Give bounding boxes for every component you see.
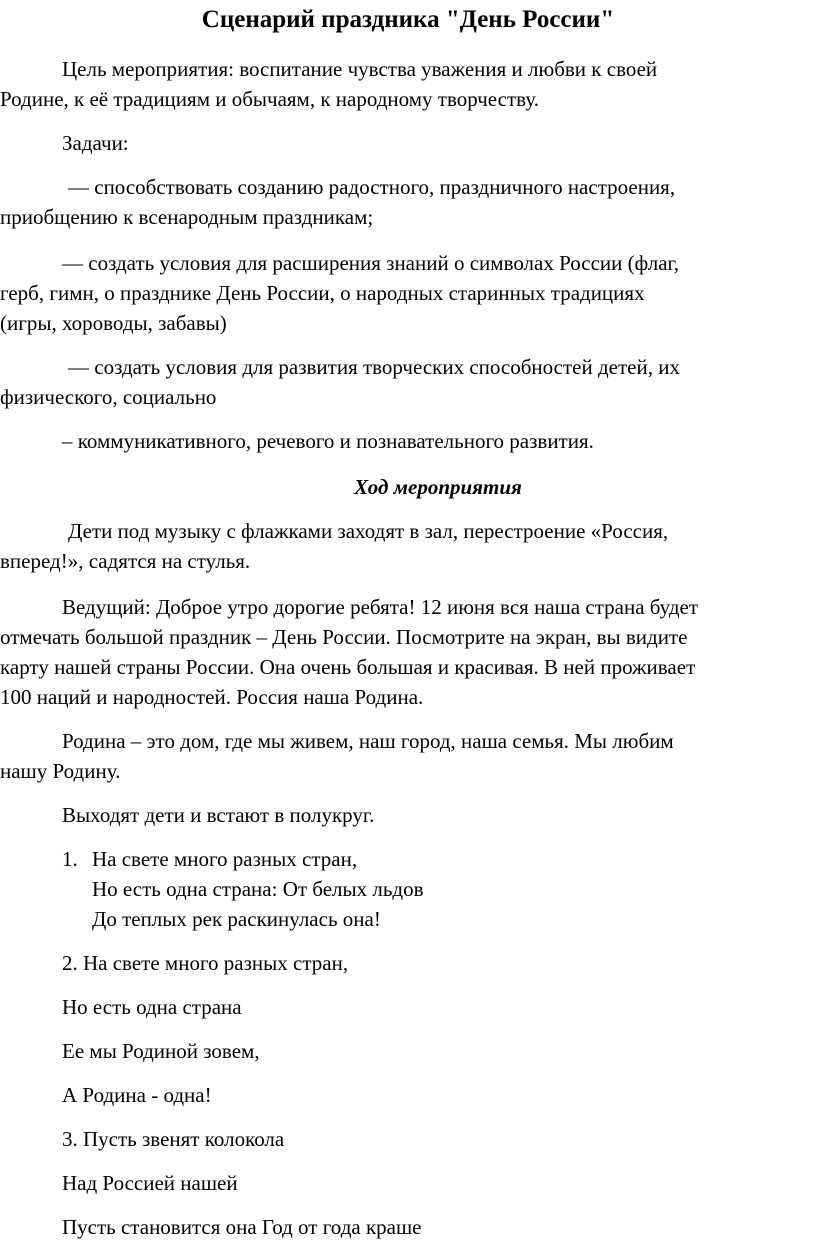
text-line: нашу Родину. (0, 759, 121, 783)
text-line: Родина – это дом, где мы живем, наш город, наша семья. Мы любим (62, 729, 674, 753)
list-body (92, 844, 424, 934)
host-paragraph (0, 592, 812, 712)
verse-line: А Родина - одна! (62, 1083, 212, 1107)
document-title: Сценарий праздника "День России" (201, 6, 615, 33)
verse-line: До теплых рек раскинулась она! (92, 907, 381, 931)
homeland-paragraph (0, 726, 812, 786)
text-line: Цель мероприятия: воспитание чувства уважения и любви к своей (62, 57, 658, 81)
task-3-continued (0, 426, 812, 456)
verse-line-block (0, 1168, 812, 1198)
verse-line: Но есть одна страна: От белых льдов (92, 877, 424, 901)
text-line: Выходят дети и встают в полукруг. (62, 803, 375, 827)
text-line: — создать условия для развития творческих способностей детей, их (68, 355, 680, 379)
verse-line-block (0, 1080, 812, 1110)
text-line: герб, гимн, о празднике День России, о народных старинных традициях (0, 281, 645, 305)
text-line: — способствовать созданию радостного, праздничного настроения, (68, 175, 676, 199)
text-line: отмечать большой праздник – День России. Посмотрите на экран, вы видите (0, 625, 688, 649)
verse-line: Ее мы Родиной зовем, (62, 1039, 260, 1063)
verse-line: Но есть одна страна (62, 995, 242, 1019)
list-number: 1. (62, 847, 78, 871)
task-3 (0, 352, 812, 412)
verse-line-block (0, 1124, 812, 1154)
verse-line-block (0, 1036, 812, 1066)
text-line: вперед!», садятся на стулья. (0, 549, 251, 573)
verse-line-block (0, 992, 812, 1022)
text-line: Родине, к её традициям и обычаям, к народному творчеству. (0, 87, 539, 111)
verse-line: На свете много разных стран, (92, 847, 358, 871)
tasks-label (0, 128, 812, 158)
verse-line: Пусть становится она Год от года краше (62, 1215, 422, 1239)
goal-paragraph (0, 54, 812, 114)
text-line: физического, социально (0, 385, 217, 409)
text-line: 100 наций и народностей. Россия наша Родина. (0, 685, 424, 709)
text-line: приобщению к всенародным праздникам; (0, 205, 374, 229)
text-line: карту нашей страны России. Она очень большая и красивая. В ней проживает (0, 655, 696, 679)
exit-paragraph (0, 800, 812, 830)
text-line: — создать условия для расширения знаний о символах России (флаг, (62, 251, 680, 275)
section-heading: Ход мероприятия (354, 475, 522, 499)
text-line: Ведущий: Доброе утро дорогие ребята! 12 июня вся наша страна будет (62, 595, 699, 619)
verse-line: 3. Пусть звенят колокола (62, 1127, 285, 1151)
verse-line-block (0, 948, 812, 978)
text-line: – коммуникативного, речевого и познавательного развития. (62, 429, 594, 453)
task-2 (0, 248, 812, 338)
text-line: Задачи: (62, 131, 129, 155)
text-line: (игры, хороводы, забавы) (0, 311, 227, 335)
task-1 (0, 172, 812, 232)
verse-line-block (0, 1212, 812, 1242)
verse-line: 2. На свете много разных стран, (62, 951, 349, 975)
text-line: Дети под музыку с флажками заходят в зал, перестроение «Россия, (68, 519, 669, 543)
verse-line: Над Россией нашей (62, 1171, 238, 1195)
entry-paragraph (0, 516, 812, 576)
